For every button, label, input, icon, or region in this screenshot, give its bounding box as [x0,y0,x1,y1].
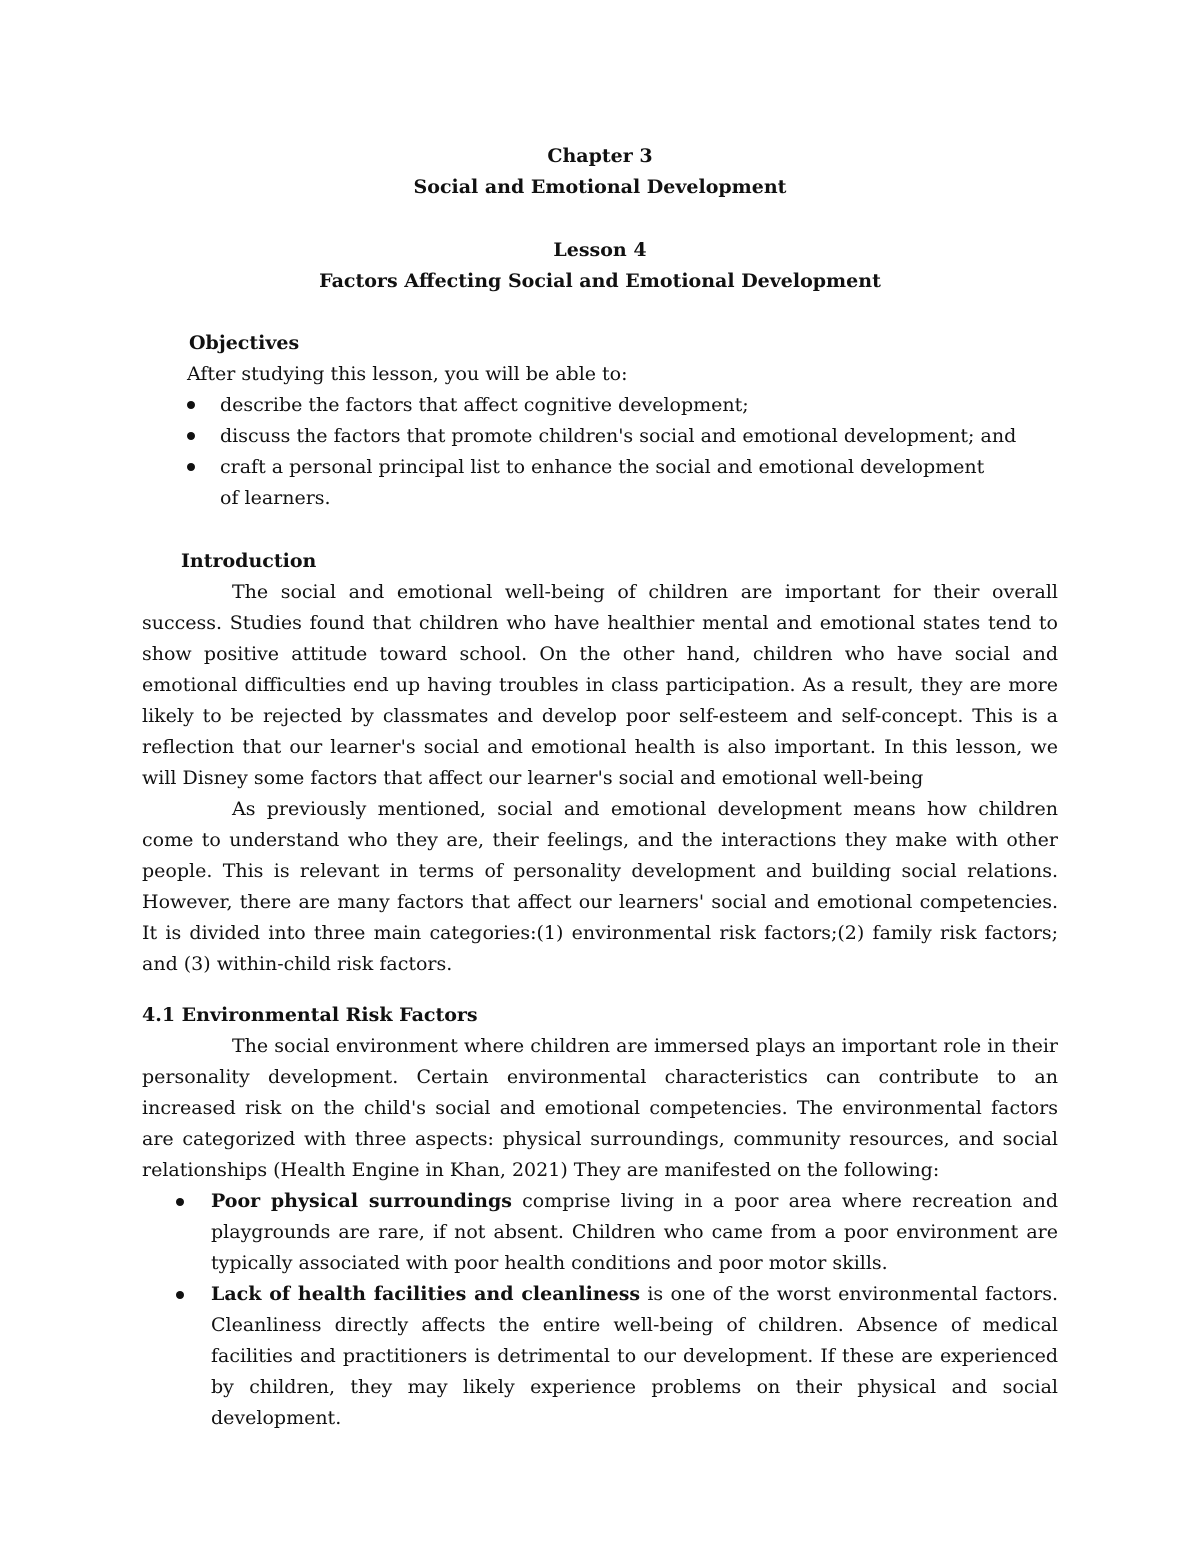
bullet-icon [187,432,195,440]
bullet-description: is one of the worst environmental factors. Cleanliness directly affects the entire well-being of children. Absence of medical facilities and practitioners is detrimental to our development. If these are experienced by children, they may likely experience problems on their physical and social development. [211,1283,1058,1429]
bullet-term: Poor physical surroundings [211,1190,512,1212]
introduction-paragraph: The social and emotional well-being of children are important for their overall success. Studies found that children who have healthier mental and emotional states tend to show positive attitude toward school. On the other hand, children who have social and emotional difficulties end up having troubles in class participation. As a result, they are more likely to be rejected by classmates and develop poor self-esteem and self-concept. This is a reflection that our learner's social and emotional health is also important. In this lesson, we will Disney some factors that affect our learner's social and emotional well-being [142,581,1058,789]
lesson-number: Lesson 4 [553,239,647,261]
section-heading: 4.1 Environmental Risk Factors [142,1004,478,1026]
bullet-icon [176,1198,184,1206]
objective-item: describe the factors that affect cognitive development; [220,394,749,416]
bullet-term: Lack of health facilities and cleanliness [211,1283,641,1305]
section-paragraph: The social environment where children are immersed plays an important role in their personality development. Certain environmental characteristics can contribute to an increased risk on the child's social and emotional competencies. The environmental factors are categorized with three aspects: physical surroundings, community resources, and social relationships (Health Engine in Khan, 2021) They are manifested on the following: [142,1035,1058,1181]
chapter-title: Social and Emotional Development [413,176,787,198]
bullet-description: comprise living in a poor area where recreation and playgrounds are rare, if not absent. Children who came from a poor environment are typically associated with poor health conditions and poor motor skills. [211,1190,1058,1274]
bullet-icon [187,401,195,409]
objectives-intro: After studying this lesson, you will be able to: [187,363,628,385]
introduction-paragraph: As previously mentioned, social and emotional development means how children come to understand who they are, their feelings, and the interactions they make with other people. This is relevant in terms of personality development and building social relations. However, there are many factors that affect our learners' social and emotional competencies. It is divided into three main categories:(1) environmental risk factors;(2) family risk factors; and (3) within-child risk factors. [142,798,1058,975]
chapter-number: Chapter 3 [547,145,653,167]
bullet-icon [176,1291,184,1299]
objective-item: discuss the factors that promote children's social and emotional development; and [220,425,1017,447]
bullet-icon [187,463,195,471]
objective-item: craft a personal principal list to enhance the social and emotional development of learners. [220,456,985,509]
bullet-item [211,1279,1058,1434]
objectives-heading: Objectives [189,332,300,354]
lesson-title: Factors Affecting Social and Emotional Development [319,270,881,292]
bullet-item [211,1186,1058,1279]
introduction-heading: Introduction [181,550,317,572]
